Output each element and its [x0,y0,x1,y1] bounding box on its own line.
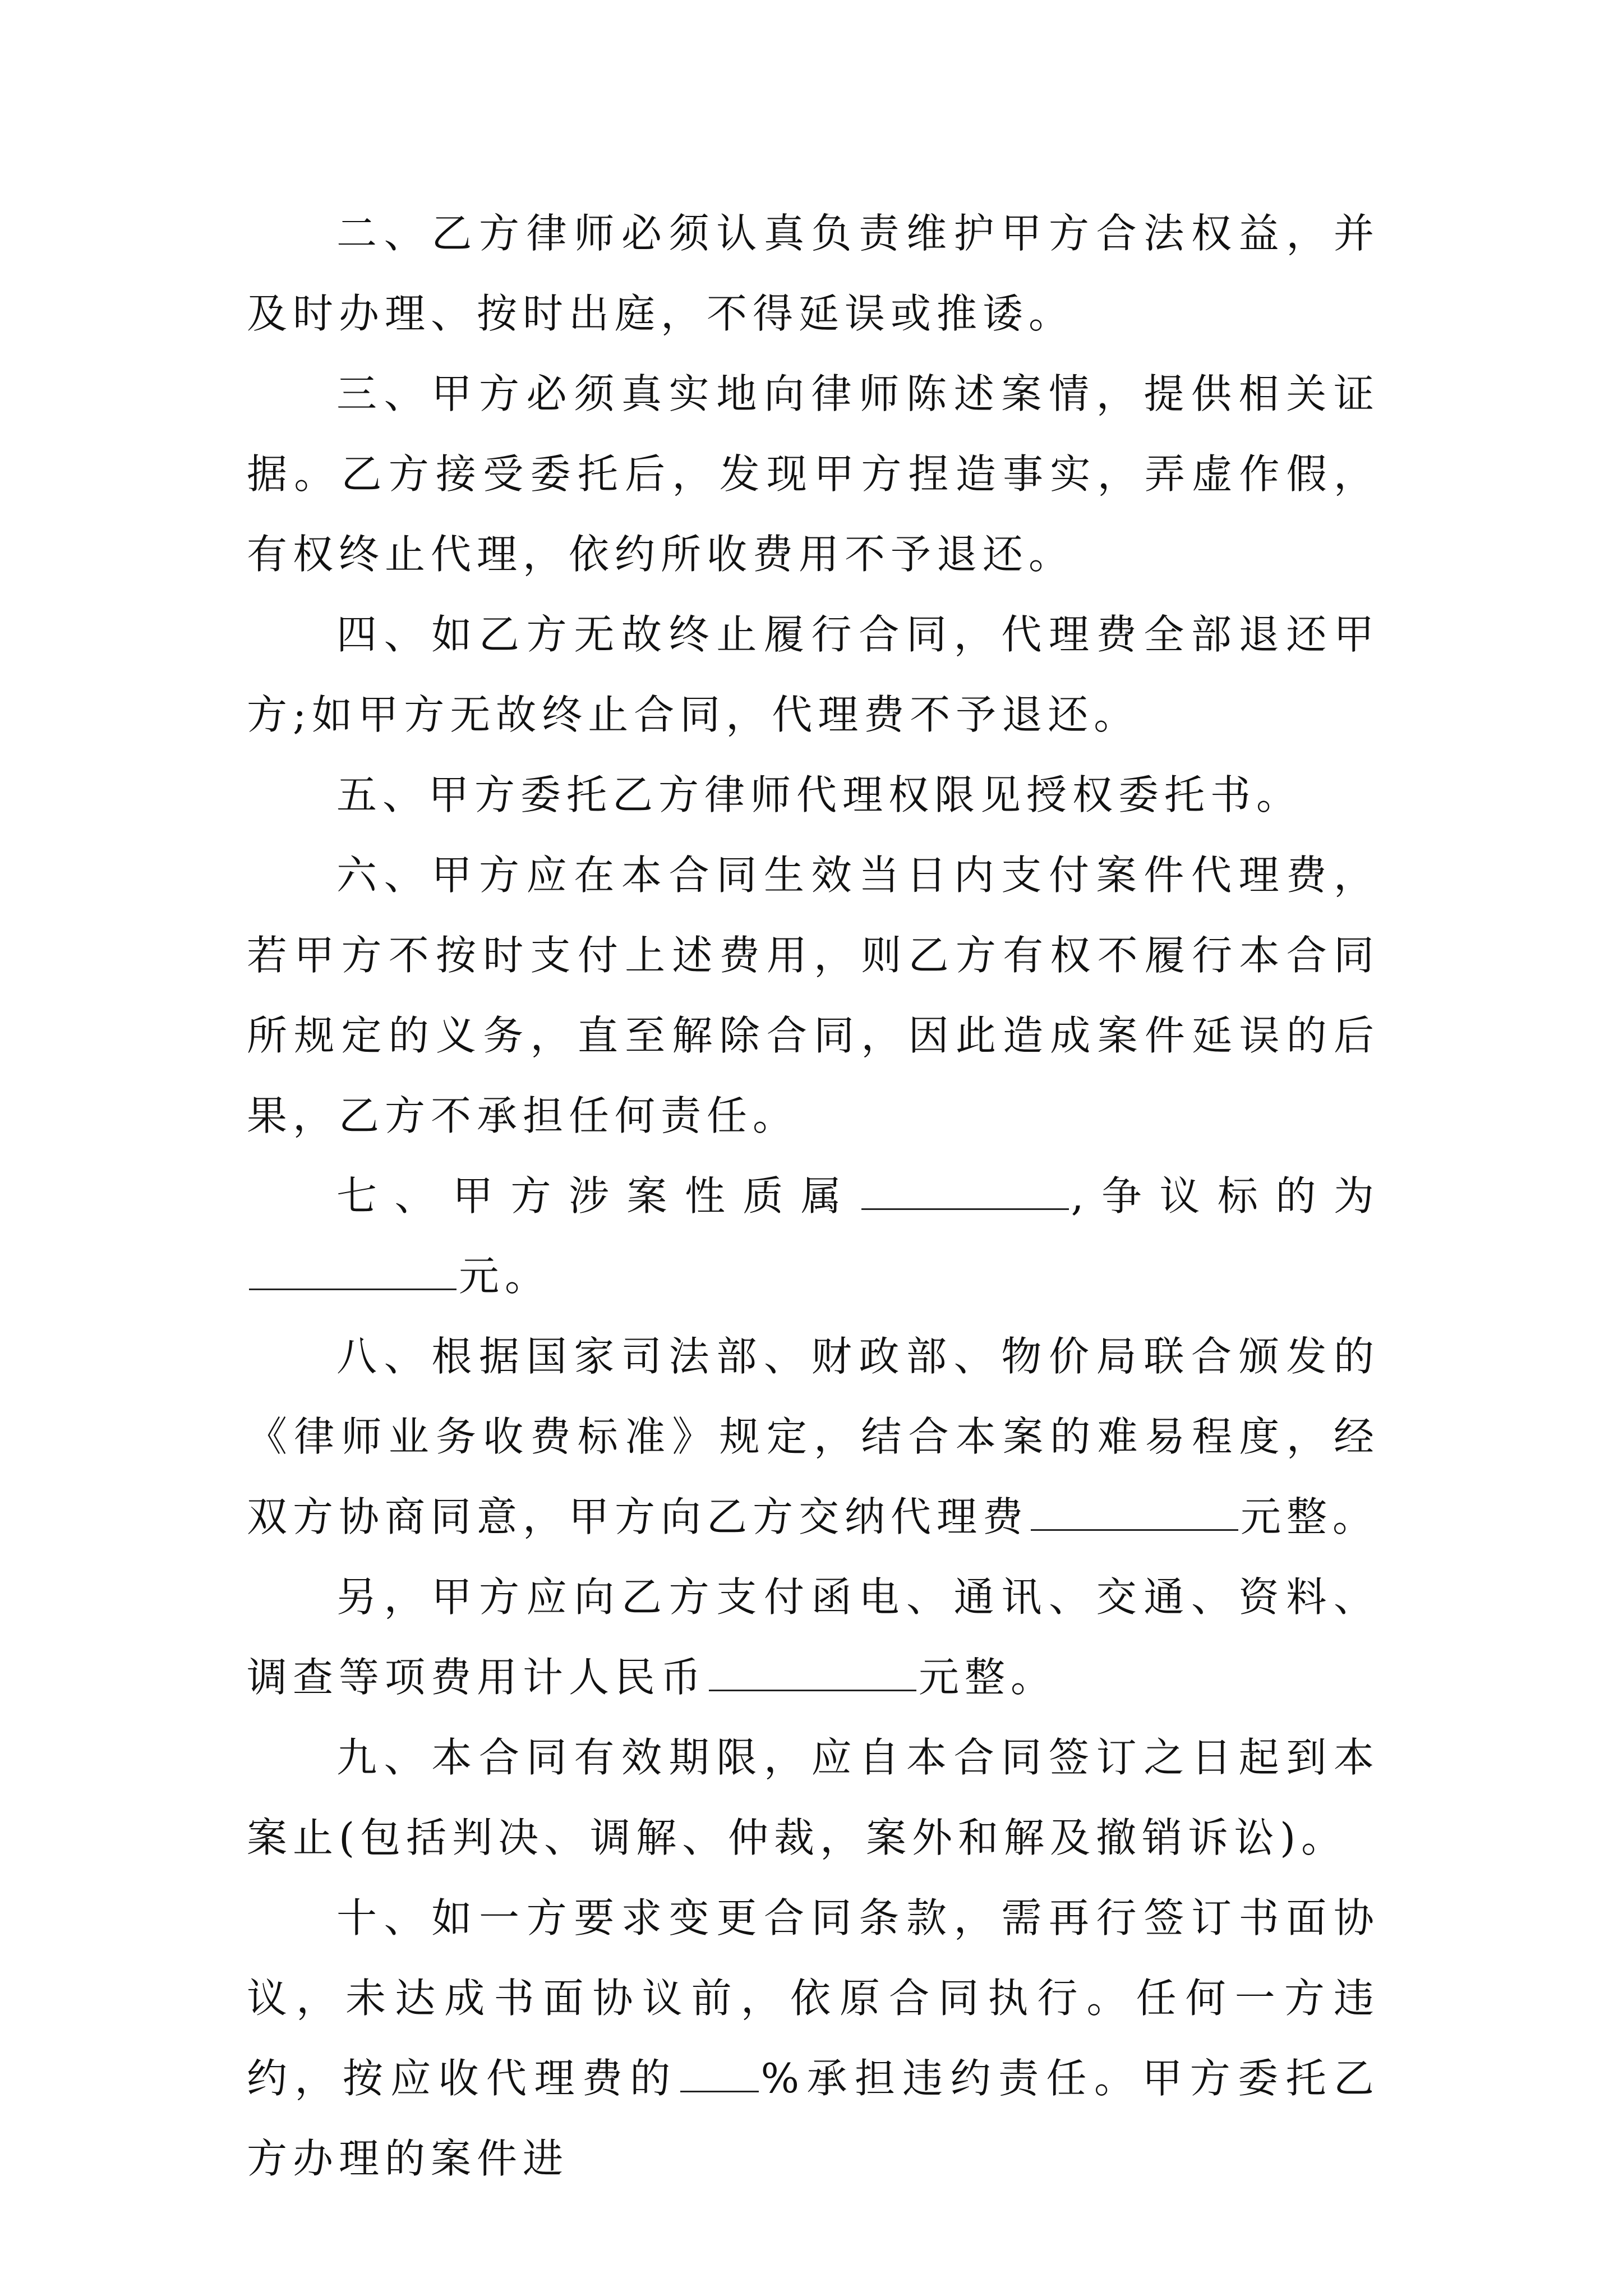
agency-fee-blank [1031,1484,1238,1531]
clause-7-text-b: ,争议标的为 [1071,1172,1380,1220]
clause-2: 二、乙方律师必须认真负责维护甲方合法权益，并及时办理、按时出庭，不得延误或推诿。 [247,210,1380,337]
clause-8-additional [247,1557,1380,1718]
clause-3: 三、甲方必须真实地向律师陈述案情，提供相关证据。乙方接受委托后，发现甲方捏造事实，弄虚作假，有权终止代理，依约所收费用不予退还。 [247,370,1380,578]
clause-8b-text-a: 另，甲方应向乙方支付函电、通讯、交通、资料、调查等项费用计人民币 [247,1573,1380,1701]
clause-6: 六、甲方应在本合同生效当日内支付案件代理费，若甲方不按时支付上述费用，则乙方有权不履行本合同所规定的义务，直至解除合同，因此造成案件延误的后果，乙方不承担任何责任。 [247,852,1380,1139]
penalty-percent-blank [680,2046,759,2092]
clause-7-text-c: 元。 [459,1253,551,1300]
clause-8b-text-b: 元整。 [919,1654,1057,1701]
case-nature-blank [861,1163,1069,1210]
dispute-amount-blank [249,1244,457,1290]
clause-4: 四、如乙方无故终止履行合同，代理费全部退还甲方;如甲方无故终止合同，代理费不予退还。 [247,611,1380,738]
clause-10 [247,1878,1380,2199]
clause-7 [247,1156,1380,1317]
clause-5: 五、甲方委托乙方律师代理权限见授权委托书。 [336,771,1303,818]
clause-9: 九、本合同有效期限，应自本合同签订之日起到本案止(包括判决、调解、仲裁，案外和解及撤销诉讼)。 [247,1734,1380,1861]
contract-body [247,194,1380,2199]
clause-10-text-b: %承担违约责任。甲方委托乙方办理的案件进 [247,2055,1380,2182]
clause-10-text-a: 十、如一方要求变更合同条款，需再行签订书面协议，未达成书面协议前，依原合同执行。任何一方违约，按应收代理费的 [247,1894,1380,2102]
clause-8-text-a: 八、根据国家司法部、财政部、物价局联合颁发的《律师业务收费标准》规定，结合本案的难易程度，经双方协商同意，甲方向乙方交纳代理费 [247,1333,1380,1540]
clause-8 [247,1317,1380,1557]
clause-7-text-a: 七、甲方涉案性质属 [336,1172,859,1220]
other-fees-blank [709,1645,916,1691]
clause-8-text-b: 元整。 [1241,1493,1379,1540]
